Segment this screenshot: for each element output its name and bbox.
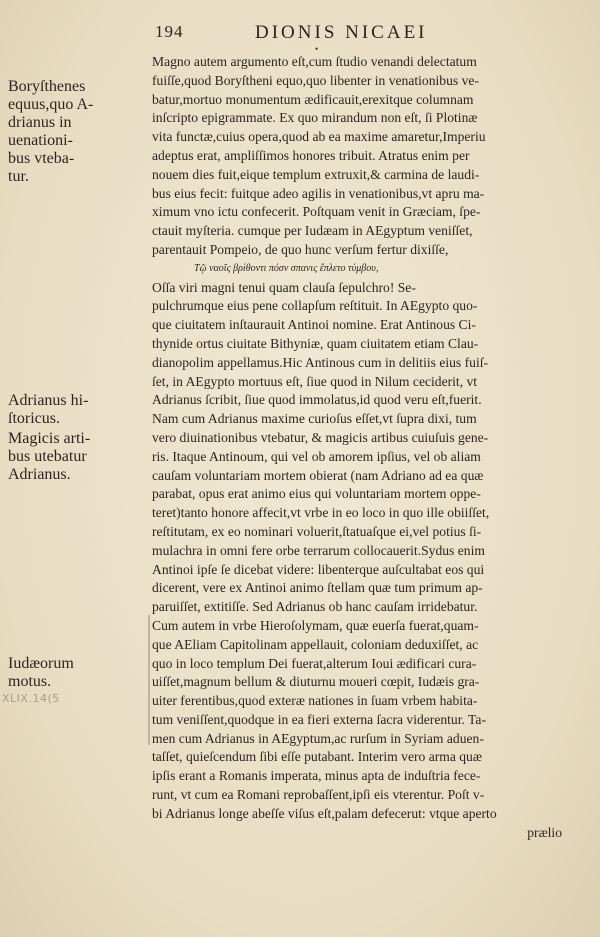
body-line: adeptus erat, ampliſſimos honores tribuit. Atratus enim per [152, 147, 470, 163]
body-line: dianopolim appellamus.Hic Antinous cum in delitiis eius fuiſ- [152, 354, 489, 370]
body-line: Adrianus ſcribit, ſiue quod immolatus,id quod veru eſt,fuerit. [152, 392, 482, 408]
body-line: uiter ferentibus,quod exteræ nationes in ſuam vrbem habita- [152, 693, 478, 709]
body-line: ris. Itaque Antinoum, qui vel ob amorem ipſius, vel ob aliam [152, 448, 481, 464]
margin-note-line: Iudæorum [8, 655, 74, 672]
margin-note-line: tur. [8, 168, 29, 185]
body-line: runt, vt cum ea Romani reprobaſſent,ipſi eis vterentur. Poſt v- [152, 787, 485, 803]
body-line: reſtitutam, ex eo nominari voluerit,ſtatuaſque ei,vel potius ſi- [152, 523, 482, 539]
body-line: Cum autem in vrbe Hieroſolymam, quæ euerſa fuerat,quam- [152, 617, 479, 633]
margin-note-iudaeorum [8, 655, 88, 691]
body-line: ipſis erant a Romanis imperata, minus apta de induſtria fece- [152, 768, 481, 784]
body-line: inſcripto epigrammate. Ex quo mirandum non eſt, ſi Plotinæ [152, 110, 478, 126]
shelfmark-stamp: XLIX.14(5 [2, 692, 60, 705]
running-title: DIONIS NICAEI [255, 22, 428, 43]
margin-note-line: Adrianus hi- [8, 392, 89, 409]
margin-note-magicis [8, 430, 91, 484]
margin-note-line: bus utebatur [8, 448, 87, 465]
body-line: Oſſa viri magni tenui quam clauſa ſepulchro! Se- [152, 279, 416, 295]
body-line: paruiſſet, extitiſſe. Sed Adrianus ob hanc cauſam irridebatur. [152, 599, 478, 615]
body-line: que ciuitatem inſtaurauit Antinoi nomine. Erat Antinous Ci- [152, 317, 476, 333]
margin-note-line: Boryſthenes [8, 78, 86, 95]
margin-note-line: ſtoricus. [8, 410, 60, 427]
margin-note-line: drianus in [8, 114, 72, 131]
margin-note-line: uenationi- [8, 132, 73, 149]
body-line: teret)tanto honore affecit,vt vrbe in eo loco in quo ille obiiſſet, [152, 505, 490, 521]
body-line: parabat, opus erat animo eius qui voluntariam mortem oppe- [152, 486, 481, 502]
body-line: taſſet, quieſcendum ſibi eſſe putabant. Interim vero arma quæ [152, 749, 482, 765]
body-line: ſet, in AEgypto mortuus eſt, ſiue quod in Nilum ceciderit, vt [152, 373, 478, 389]
margin-note-line: Magicis arti- [8, 430, 91, 447]
body-line: mulachra in omni fere orbe terrarum collocauerit.Sydus enim [152, 542, 485, 558]
margin-note-borysthenes [8, 78, 94, 186]
body-line: Antinoi ipſe ſe dicebat videre: libenterque auſcultabat eos qui [152, 561, 485, 577]
body-line: parentauit Pompeio, de quo hunc verſum fertur dixiſſe, [152, 241, 449, 257]
body-line: fuiſſe,quod Boryſtheni equo,quo libenter in venationibus ve- [152, 72, 479, 88]
margin-note-line: motus. [8, 673, 52, 690]
body-line: Magno autem argumento eſt,cum ſtudio venandi delectatum [152, 54, 477, 69]
body-line: vero diuinationibus vtebatur, & magicis artibus cuiuſuis gene- [152, 429, 489, 445]
body-line: Nam cum Adrianus maxime curioſus eſſet,vt ſupra dixi, tum [152, 411, 477, 427]
body-line: men cum Adrianus in AEgyptum,ac rurſum in Syriam aduen- [152, 730, 484, 746]
body-line: quo in loco templum Dei fuerat,alterum Ioui ædificari cura- [152, 655, 477, 671]
body-line: ctauit myſteria. cumque per Iudæam in AEgyptum veniſſet, [152, 223, 473, 239]
body-line: que AEliam Capitolinam appellauit, coloniam deduxiſſet, ac [152, 636, 479, 652]
body-line: dicerent, vere ex Antinoi animo ſtellam quæ tum primum ap- [152, 580, 483, 596]
body-line: bi Adrianus longe abeſſe viſus eſt,palam defecerut: vtque aperto [152, 805, 497, 821]
body-line: cauſam voluntariam mortem obierat (nam Adriano ad ea quæ [152, 467, 484, 483]
body-line: batur,mortuo monumentum ædificauit,erexitque columnam [152, 91, 474, 107]
page-number: 194 [155, 22, 184, 41]
body-line: bus eius fecit: fuitque adeo agilis in venationibus,vt apru ma- [152, 185, 485, 201]
body-line: uiſſet,magnum bellum & diuturnu moueri cœpit, Iudæis gra- [152, 674, 480, 690]
ornament-mark: • [315, 44, 319, 54]
body-line: vita functæ,cuius opera,quod ab ea maxime amaretur,Imperiu [152, 129, 486, 145]
body-text [152, 53, 570, 842]
body-line: ximum vno ictu confecerit. Poſtquam venit in Græciam, ſpe- [152, 204, 481, 220]
body-line: thynide ortus ciuitate Bithyniæ, quam ciuitatem etiam Clau- [152, 335, 479, 351]
margin-note-line: Adrianus. [8, 466, 71, 483]
body-line: prælio [527, 824, 562, 840]
margin-rule [148, 615, 150, 745]
margin-note-line: bus vteba- [8, 150, 75, 167]
body-line: pulchrumque eius pene collapſum reſtituit. In AEgypto quo- [152, 298, 478, 314]
body-line: Τῷ ναοῖς βρίθοντι πόσν σπανις ἔπλετο τύμβου, [194, 262, 379, 274]
body-line: tum veniſſent,quodque in ea fieri externa ſacra viderentur. Ta- [152, 711, 486, 727]
margin-note-historicus [8, 392, 88, 428]
margin-note-line: equus,quo A- [8, 96, 94, 113]
body-line: nouem dies fuit,eique templum extruxit,& carmina de laudi- [152, 166, 480, 182]
